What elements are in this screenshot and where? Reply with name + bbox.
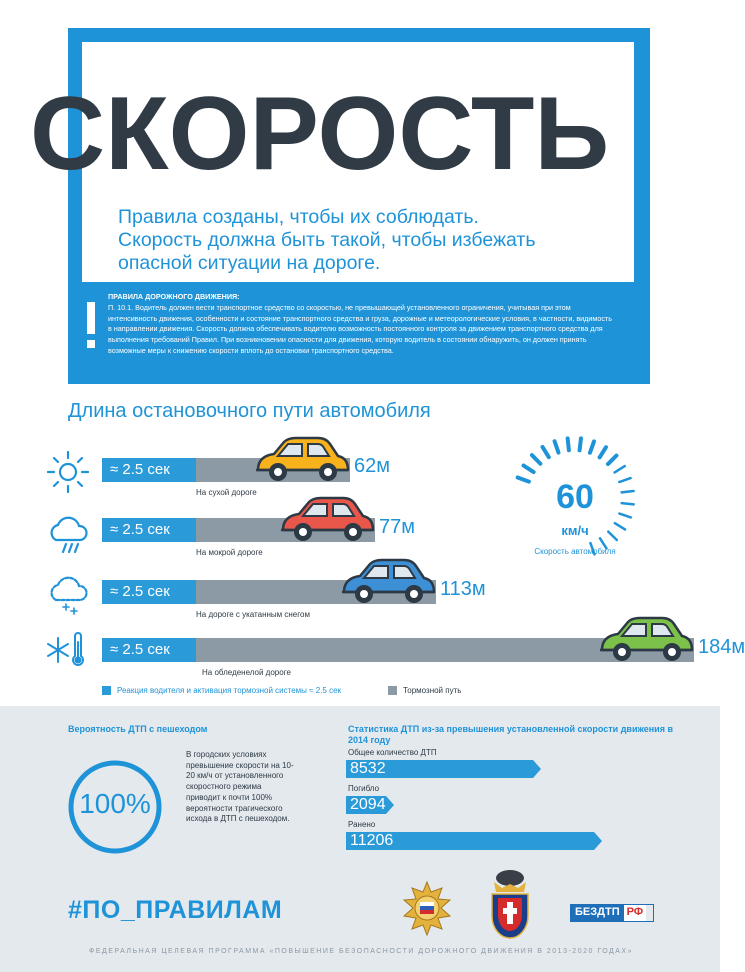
gauge-tick bbox=[615, 466, 625, 472]
lead-line: Скорость должна быть такой, чтобы избежать bbox=[118, 229, 536, 251]
sun-icon bbox=[44, 448, 92, 496]
program-footer: ФЕДЕРАЛЬНАЯ ЦЕЛЕВАЯ ПРОГРАММА «ПОВЫШЕНИЕ БЕЗОПАСНОСТИ ДОРОЖНОГО ДВИЖЕНИЯ В 2013-2020 ГОДАХ» bbox=[89, 948, 633, 955]
probability-title: Вероятность ДТП с пешеходом bbox=[68, 724, 208, 734]
legend-braking-label: Тормозной путь bbox=[403, 686, 462, 695]
frost-thermometer-icon bbox=[44, 628, 92, 676]
gauge-tick bbox=[518, 477, 529, 481]
rules-text: П. 10.1. Водитель должен вести транспортное средство со скоростью, не превышающей установленного ограничения, учитывая при этом интенсивность движения, особенности и состояние транспортного средства и груза, дорожные и метеорологические условия, в частности, видимость в направлении движения. Скорость должна обеспечивать водителю возможность постоянного контроля за движением транспортного средства для выполнения требований Правил. При возникновении опасности для движения, которую водитель в состоянии обнаружить, он должен принять возможные меры к снижению скорости вплоть до остановки транспортного средства. bbox=[108, 302, 612, 355]
rain-cloud-icon bbox=[44, 510, 92, 558]
police-emblem bbox=[484, 866, 536, 948]
probability-text: В городских условиях превышение скорости на 10-20 км/ч от установленного скоростного режима приводит к почти 100% вероятности трагического исхода в ДТП с пешеходом. bbox=[186, 750, 294, 824]
condition-label: На дороге с укатанным снегом bbox=[196, 610, 310, 619]
gauge-tick bbox=[590, 441, 594, 452]
speed-unit: км/ч bbox=[561, 523, 589, 538]
rules-title: ПРАВИЛА ДОРОЖНОГО ДВИЖЕНИЯ: bbox=[108, 292, 240, 301]
gauge-tick bbox=[622, 503, 634, 504]
probability-value: 100% bbox=[79, 788, 151, 819]
distance-label: 113м bbox=[440, 578, 486, 600]
lead-line: опасной ситуации на дороге. bbox=[118, 252, 381, 274]
stat-value: 11206 bbox=[350, 832, 394, 849]
bezdtp-badge bbox=[570, 904, 654, 922]
speed-value: 60 bbox=[556, 478, 594, 516]
gauge-tick bbox=[622, 491, 634, 492]
gauge-tick bbox=[555, 441, 559, 452]
stat-value: 8532 bbox=[350, 760, 386, 777]
traffic-police-emblem bbox=[398, 880, 456, 938]
gauge-tick bbox=[608, 456, 616, 464]
hashtag: #ПО_ПРАВИЛАМ bbox=[68, 896, 283, 924]
reaction-bar: ≈ 2.5 сек bbox=[102, 580, 196, 604]
condition-label: На сухой дороге bbox=[196, 488, 257, 497]
stat-label: Погибло bbox=[348, 784, 380, 793]
snow-cloud-icon bbox=[44, 570, 92, 618]
gauge-tick bbox=[615, 523, 625, 529]
car-icon bbox=[252, 434, 352, 486]
legend-braking bbox=[388, 686, 461, 695]
exclamation-icon bbox=[84, 302, 98, 350]
legend-reaction-label: Реакция водителя и активация тормозной системы ≈ 2.5 сек bbox=[117, 686, 342, 695]
speed-caption: Скорость автомобиля bbox=[534, 547, 616, 556]
car-icon bbox=[596, 614, 696, 666]
stat-value: 2094 bbox=[350, 796, 386, 813]
condition-label: На обледенелой дороге bbox=[202, 668, 291, 677]
gauge-tick bbox=[619, 478, 630, 482]
distance-label: 77м bbox=[379, 516, 415, 538]
gauge-tick bbox=[543, 447, 549, 457]
gauge-tick bbox=[600, 447, 606, 457]
gauge-tick bbox=[568, 438, 569, 450]
reaction-bar: ≈ 2.5 сек bbox=[102, 638, 196, 662]
stat-label: Ранено bbox=[348, 820, 376, 829]
legend-swatch-reaction bbox=[102, 686, 111, 695]
reaction-bar: ≈ 2.5 сек bbox=[102, 518, 196, 542]
legend-reaction bbox=[102, 686, 341, 695]
distance-label: 62м bbox=[354, 455, 390, 477]
gauge-tick bbox=[524, 466, 534, 472]
distance-label: 184м bbox=[698, 636, 745, 658]
bezdtp-badge-right: РФ bbox=[624, 905, 647, 921]
car-icon bbox=[338, 556, 438, 608]
lead-text bbox=[118, 206, 618, 275]
gauge-tick bbox=[532, 455, 540, 464]
statistics-title: Статистика ДТП из-за превышения установленной скорости движения в 2014 году bbox=[348, 724, 674, 745]
page-title: СКОРОСТЬ bbox=[30, 76, 610, 192]
bezdtp-badge-left: БЕЗДТП bbox=[571, 905, 624, 921]
stat-label: Общее количество ДТП bbox=[348, 748, 437, 757]
reaction-bar: ≈ 2.5 сек bbox=[102, 458, 196, 482]
gauge-tick bbox=[619, 514, 630, 518]
lead-line: Правила созданы, чтобы их соблюдать. bbox=[118, 206, 479, 228]
legend-swatch-braking bbox=[388, 686, 397, 695]
gauge-tick bbox=[580, 438, 581, 450]
condition-label: На мокрой дороге bbox=[196, 548, 263, 557]
traffic-rules-block bbox=[108, 292, 612, 357]
car-icon bbox=[277, 494, 377, 546]
section-title: Длина остановочного пути автомобиля bbox=[68, 400, 431, 422]
